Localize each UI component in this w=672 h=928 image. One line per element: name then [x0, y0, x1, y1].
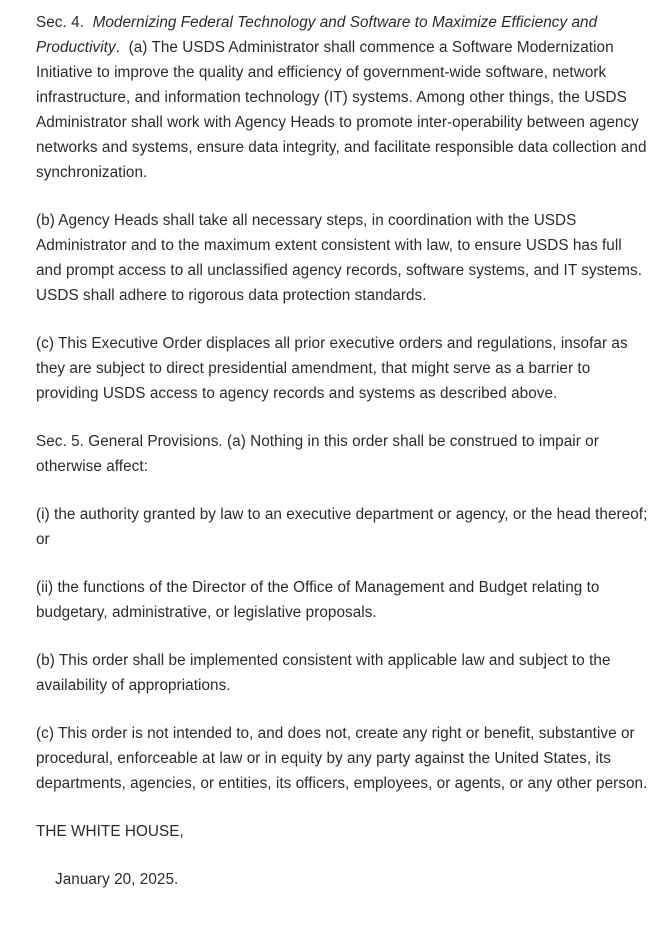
- signature-date: January 20, 2025.: [55, 871, 179, 888]
- sec4-paragraph-a-text: (a) The USDS Administrator shall commence a Software Modernization Initiative to improve the quality and efficiency of government-wide software, network infrastructure, and information technology (IT) systems. Among other things, the USDS Administrator shall work with Agency Heads to promote inter-operability between agency networks and systems, ensure data integrity, and facilitate responsible data collection and synchronization.: [36, 39, 647, 181]
- sec4-heading-number: Sec. 4.: [36, 14, 84, 31]
- sec5-item-i: (i) the authority granted by law to an executive department or agency, or the head thereof; or: [36, 506, 648, 548]
- sec4-paragraph-a: [36, 10, 650, 185]
- sec4-heading-title: Modernizing Federal Technology and Software to Maximize Efficiency and Productivity: [36, 14, 598, 56]
- sec5-paragraph-c: (c) This order is not intended to, and does not, create any right or benefit, substantive or procedural, enforceable at law or in equity by any party against the United States, its departments, agencies, or entities, its officers, employees, or agents, or any other person.: [36, 725, 648, 792]
- sec5-paragraph-b: (b) This order shall be implemented consistent with applicable law and subject to the availability of appropriations.: [36, 652, 611, 694]
- sec4-heading-end: .: [115, 39, 120, 56]
- sec4-paragraph-b: (b) Agency Heads shall take all necessary steps, in coordination with the USDS Administrator and to the maximum extent consistent with law, to ensure USDS has full and prompt access to all unclassified agency records, software systems, and IT systems. USDS shall adhere to rigorous data protection standards.: [36, 212, 642, 304]
- sec5-item-ii: (ii) the functions of the Director of the Office of Management and Budget relating to budgetary, administrative, or legislative proposals.: [36, 579, 600, 621]
- sec5-heading-paragraph: Sec. 5. General Provisions. (a) Nothing in this order shall be construed to impair or otherwise affect:: [36, 433, 599, 475]
- sec4-paragraph-c: (c) This Executive Order displaces all prior executive orders and regulations, insofar as they are subject to direct presidential amendment, that might serve as a barrier to providing USDS access to agency records and systems as described above.: [36, 335, 628, 402]
- signature-place: THE WHITE HOUSE,: [36, 823, 184, 840]
